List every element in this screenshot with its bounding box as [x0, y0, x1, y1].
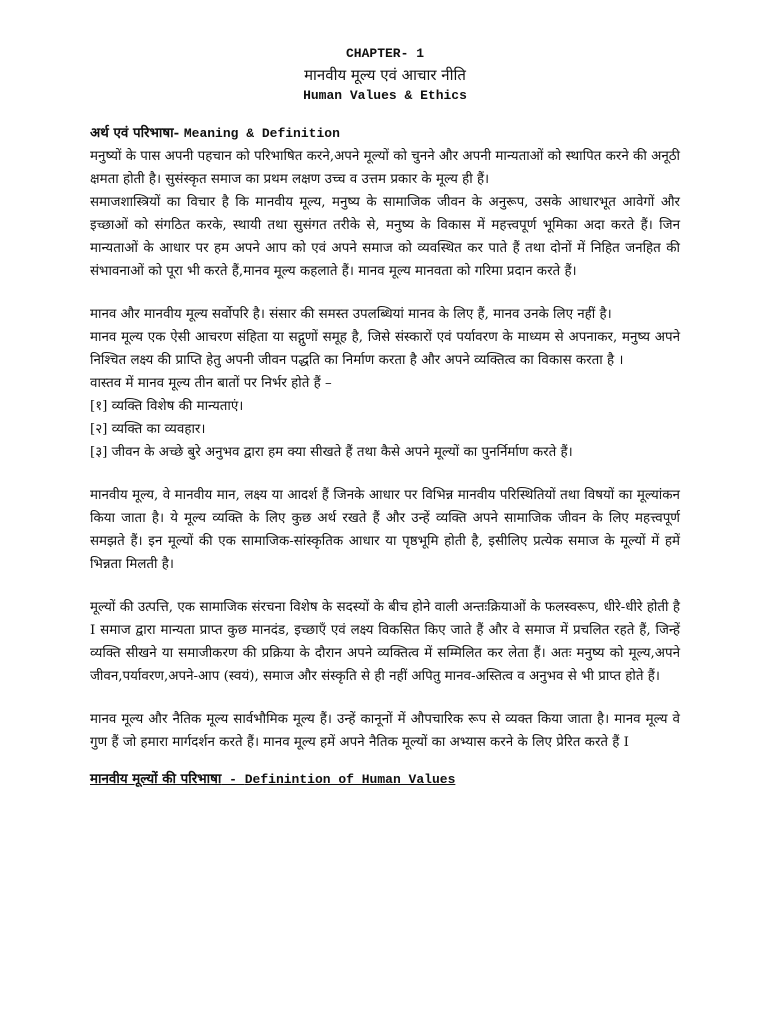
paragraph-2: समाजशास्त्रियों का विचार है कि मानवीय मूल्य, मनुष्य के सामाजिक जीवन के अनुरूप, उसके आधारभूत आवेगों और इच्छाओं को संगठित करके, स्थायी तथा सुसंगत तरीके से, मनुष्य के विकास में महत्त्वपूर्ण भूमिका अदा करते हैं। जिन मान्यताओं के आधार पर हम अपने आप को एवं अपने समाज को व्यवस्थित कर पाते हैं तथा दोनों में निहित जनहित की संभावनाओं को पूरा भी करते हैं,मानव मूल्य कहलाते हैं। मानव मूल्य मानवता को गरिमा प्रदान करते हैं।: [90, 195, 680, 279]
paragraph-4: मानव मूल्य एक ऐसी आचरण संहिता या सद्गुणों समूह है, जिसे संस्कारों एवं पर्यावरण के माध्यम से अपनाकर, मनुष्य अपने निश्चित लक्ष्य की प्राप्ति हेतु अपनी जीवन पद्धति का निर्माण करता है और अपने व्यक्तित्व का विकास करता है ।: [90, 330, 680, 368]
paragraph-1: मनुष्यों के पास अपनी पहचान को परिभाषित करने,अपने मूल्यों को चुनने और अपनी मान्यताओं को स्थापित करने की अनूठी क्षमता होती है। सुसंस्कृत समाज का प्रथम लक्षण उच्च व उत्तम प्रकार के मूल्य ही हैं।: [90, 149, 680, 187]
title-hindi: मानवीय मूल्य एवं आचार नीति: [304, 66, 466, 84]
list-item: [२] व्यक्ति का व्यवहार।: [90, 422, 206, 437]
list-item: [३] जीवन के अच्छे बुरे अनुभव द्वारा हम क्या सीखते हैं तथा कैसे अपने मूल्यों का पुनर्निर्माण करते हैं।: [90, 445, 573, 460]
paragraph-7: मूल्यों की उत्पत्ति, एक सामाजिक संरचना विशेष के सदस्यों के बीच होने वाली अन्तःक्रियाओं के फलस्वरूप, धीरे-धीरे होती है I समाज द्वारा मान्यता प्राप्त कुछ मानदंड, इच्छाएँ एवं लक्ष्य विकसित किए जाते हैं और वे समाज में प्रचलित रहते हैं, जिन्हें व्यक्ति सीखने या समाजीकरण की प्रक्रिया के दौरान अपने व्यक्तित्व में सम्मिलित कर लेता हैं। अतः मनुष्य को मूल्य,अपने जीवन,पर्यावरण,अपने-आप (स्वयं), समाज और संस्कृति से ही नहीं अपितु मानव-अस्तित्व व अनुभव से भी प्राप्त होते हैं।: [90, 600, 680, 684]
chapter-label: CHAPTER- 1: [345, 46, 424, 61]
definition-heading-separator: -: [221, 772, 245, 787]
document-page: [90, 44, 680, 791]
section-heading-hindi: अर्थ एवं परिभाषा-: [90, 125, 180, 141]
definition-heading-hindi: मानवीय मूल्यों की परिभाषा: [90, 771, 222, 787]
list-item: [१] व्यक्ति विशेष की मान्यताएं।: [90, 399, 244, 414]
section-heading-english: Meaning & Definition: [183, 126, 340, 141]
section-heading-definition: [90, 768, 680, 791]
paragraph-3: मानव और मानवीय मूल्य सर्वोपरि है। संसार की समस्त उपलब्धियां मानव के लिए हैं, मानव उनके लिए नहीं है।: [90, 307, 612, 322]
paragraph-8: मानव मूल्य और नैतिक मूल्य सार्वभौमिक मूल्य हैं। उन्हें कानूनों में औपचारिक रूप से व्यक्त किया जाता है। मानव मूल्य वे गुण हैं जो हमारा मार्गदर्शन करते हैं। मानव मूल्य हमें अपने नैतिक मूल्यों का अभ्यास करने के लिए प्रेरित करते हैं I: [90, 712, 680, 750]
title-english: Human Values & Ethics: [303, 88, 467, 103]
definition-heading-english: Definintion of Human Values: [244, 772, 456, 787]
section-heading-meaning: [90, 122, 680, 145]
paragraph-5: वास्तव में मानव मूल्य तीन बातों पर निर्भर होते हैं –: [90, 376, 332, 391]
paragraph-6: मानवीय मूल्य, वे मानवीय मान, लक्ष्य या आदर्श हैं जिनके आधार पर विभिन्न मानवीय परिस्थितियों तथा विषयों का मूल्यांकन किया जाता है। ये मूल्य व्यक्ति के लिए कुछ अर्थ रखते हैं और उन्हें व्यक्ति अपने सामाजिक जीवन के लिए महत्त्वपूर्ण समझते हैं। इन मूल्यों की एक सामाजिक-सांस्कृतिक आधार या पृष्ठभूमि होती है, इसीलिए प्रत्येक समाज के मूल्यों में हमें भिन्नता मिलती है।: [90, 488, 680, 572]
